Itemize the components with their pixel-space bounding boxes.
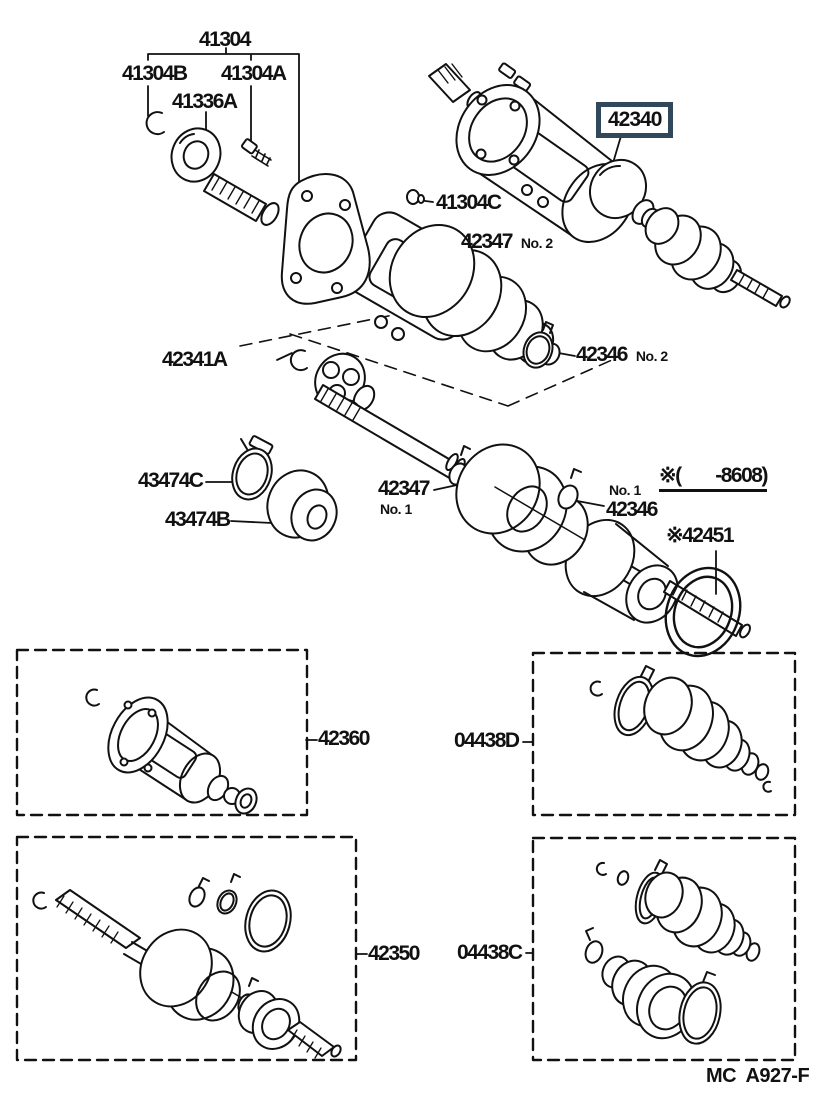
hub-bolt-drawing: [241, 138, 271, 166]
part-label-42346-no1[interactable]: [606, 483, 657, 520]
part-label-41304C[interactable]: 41304C: [436, 191, 501, 214]
part-number-suffix: No. 1: [609, 482, 641, 498]
part-number-suffix: No. 2: [635, 348, 668, 364]
part-label-42346-no2[interactable]: [576, 344, 668, 365]
part-label-42347-no2[interactable]: [461, 231, 553, 252]
bolt-41304C-drawing: [407, 190, 424, 204]
part-number: 42347: [378, 477, 429, 500]
part-label-42341A[interactable]: 42341A: [162, 348, 227, 371]
snap-ring-41304B-drawing: [147, 112, 164, 134]
part-label-04438C[interactable]: 04438C: [457, 941, 522, 964]
part-label-42350[interactable]: 42350: [368, 942, 419, 965]
part-label-42347-no1[interactable]: [378, 478, 429, 516]
kit-42350-contents-drawing: [33, 874, 342, 1058]
axle-flange-41304-drawing: [282, 174, 370, 304]
part-label-42360[interactable]: 42360: [318, 727, 369, 750]
part-label-41304B[interactable]: 41304B: [122, 62, 187, 85]
applicability-note: ※( -8608): [659, 465, 767, 492]
part-label-43474B[interactable]: 43474B: [165, 508, 230, 531]
part-number: 42346: [576, 343, 627, 366]
kit-04438D-contents-drawing: [591, 666, 771, 792]
highlighted-part-box[interactable]: [596, 102, 673, 138]
kit-42360-contents-drawing: [86, 687, 260, 817]
part-number: 42346: [606, 498, 657, 521]
axle-stub-shaft-drawing: [204, 174, 282, 228]
part-label-41304A[interactable]: 41304A: [221, 62, 286, 85]
part-label-42451[interactable]: ※42451: [666, 524, 733, 547]
part-number-suffix: No. 1: [380, 501, 412, 517]
kit-04438C-contents-drawing: [583, 860, 762, 1048]
part-label-42340: 42340: [608, 108, 662, 131]
diagram-code: MC A927-F: [706, 1065, 810, 1087]
part-label-04438D[interactable]: 04438D: [454, 729, 519, 752]
part-label-41304[interactable]: 41304: [199, 28, 250, 51]
part-number-suffix: No. 2: [520, 235, 553, 251]
part-label-43474C[interactable]: 43474C: [138, 469, 203, 492]
part-number: 42347: [461, 230, 512, 253]
part-label-41336A[interactable]: 41336A: [172, 90, 237, 113]
